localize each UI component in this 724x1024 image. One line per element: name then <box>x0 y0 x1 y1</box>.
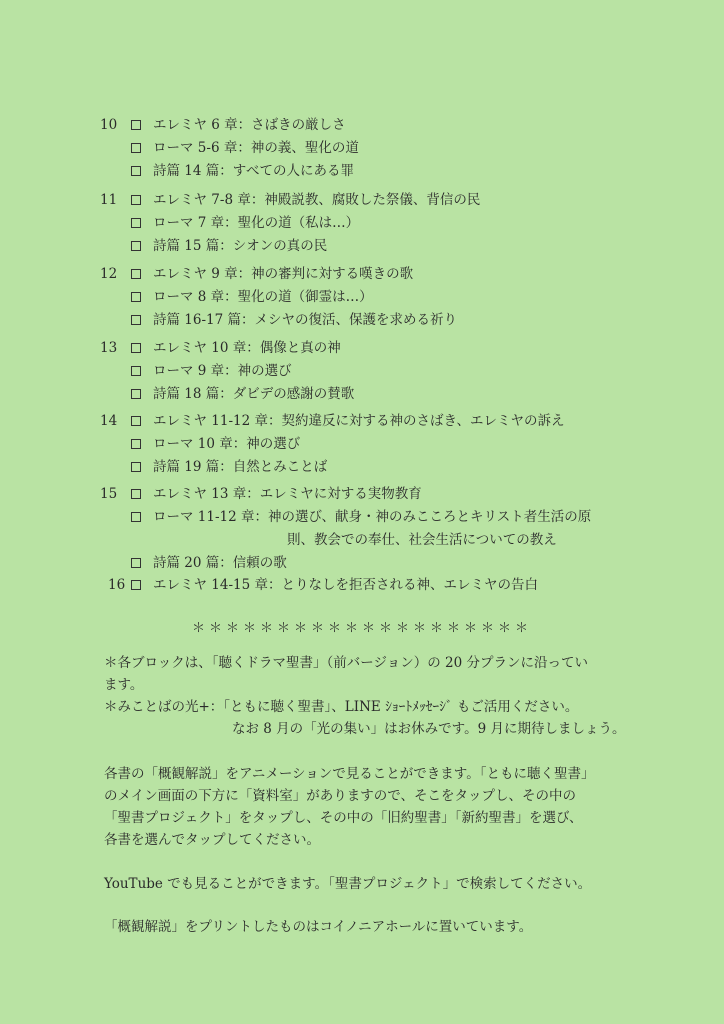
checkbox-icon[interactable] <box>131 292 141 302</box>
checkbox-icon[interactable] <box>131 143 141 153</box>
paragraph-line: のメイン画面の下方に「資料室」がありますので、そこをタップし、その中の <box>104 788 576 804</box>
checkbox-icon[interactable] <box>131 241 141 251</box>
paragraph-line: 各書を選んでタップしてください。 <box>104 832 320 848</box>
youtube-paragraph: YouTube でも見ることができます。「聖書プロジェクト」で検索してください。 <box>104 876 592 892</box>
reading-label: エレミヤ 14-15 章：とりなしを拒否される神、エレミヤの告白 <box>153 577 538 593</box>
checkbox-icon[interactable] <box>131 512 141 522</box>
reading-label: 詩篇 15 篇：シオンの真の民 <box>153 238 328 254</box>
reading-label: ローマ 7 章：聖化の道（私は…） <box>153 215 360 231</box>
reading-row <box>0 160 724 183</box>
checkbox-icon[interactable] <box>131 315 141 325</box>
checkbox-icon[interactable] <box>131 462 141 472</box>
reading-row-continuation <box>0 529 724 552</box>
checkbox-icon[interactable] <box>131 439 141 449</box>
checkbox-icon[interactable] <box>131 218 141 228</box>
day-14 <box>0 410 724 479</box>
reading-row <box>0 360 724 383</box>
reading-row <box>0 189 724 212</box>
reading-row <box>0 212 724 235</box>
reading-row <box>0 433 724 456</box>
reading-label: 詩篇 14 篇：すべての人にある罪 <box>153 163 354 179</box>
day-number: 11 <box>100 192 118 208</box>
day-number: 15 <box>100 486 118 502</box>
reading-label-continuation: 則、教会での奉仕、社会生活についての教え <box>287 532 557 548</box>
note-line: ＊各ブロックは、「聴くドラマ聖書」（前バージョン）の 20 分プランに沿ってい <box>104 655 588 671</box>
checkbox-icon[interactable] <box>131 389 141 399</box>
day-number: 16 <box>108 577 126 593</box>
reading-row <box>0 574 724 597</box>
day-10 <box>0 114 724 183</box>
reading-label: ローマ 8 章：聖化の道（御霊は…） <box>153 289 373 305</box>
note-line: ます。 <box>104 677 144 693</box>
reading-label: ローマ 9 章：神の選び <box>153 363 292 379</box>
note-line: ＊みことばの光+：「ともに聴く聖書」、LINE ｼｮｰﾄﾒｯｾｰｼﾞ もご活用ください。 <box>104 699 579 715</box>
reading-row <box>0 337 724 360</box>
checkbox-icon[interactable] <box>131 489 141 499</box>
checkbox-icon[interactable] <box>131 269 141 279</box>
print-paragraph: 「概観解説」をプリントしたものはコイノニアホールに置いています。 <box>104 919 533 935</box>
paragraph-line: 「聖書プロジェクト」をタップし、その中の「旧約聖書」「新約聖書」を選び、 <box>104 810 583 826</box>
reading-label: ローマ 10 章：神の選び <box>153 436 301 452</box>
reading-label: エレミヤ 6 章：さばきの厳しさ <box>153 117 346 133</box>
checkbox-icon[interactable] <box>131 558 141 568</box>
checkbox-icon[interactable] <box>131 166 141 176</box>
reading-label: エレミヤ 9 章：神の審判に対する嘆きの歌 <box>153 266 414 282</box>
day-12 <box>0 263 724 332</box>
reading-label: 詩篇 18 篇：ダビデの感謝の賛歌 <box>153 386 355 402</box>
day-16 <box>0 574 724 597</box>
reading-label: エレミヤ 11-12 章：契約違反に対する神のさばき、エレミヤの訴え <box>153 413 565 429</box>
day-number: 12 <box>100 266 118 282</box>
reading-row <box>0 263 724 286</box>
checkbox-icon[interactable] <box>131 416 141 426</box>
reading-label: エレミヤ 13 章：エレミヤに対する実物教育 <box>153 486 422 502</box>
reading-row <box>0 114 724 137</box>
reading-row <box>0 506 724 529</box>
day-15 <box>0 483 724 575</box>
reading-label: 詩篇 20 篇：信頼の歌 <box>153 555 287 571</box>
checkbox-icon[interactable] <box>131 343 141 353</box>
reading-label: 詩篇 19 篇：自然とみことば <box>153 459 328 475</box>
reading-label: エレミヤ 10 章：偶像と真の神 <box>153 340 341 356</box>
day-11 <box>0 189 724 258</box>
day-number: 14 <box>100 413 118 429</box>
reading-row <box>0 137 724 160</box>
checkbox-icon[interactable] <box>131 366 141 376</box>
day-number: 13 <box>100 340 118 356</box>
separator: ＊＊＊＊＊＊＊＊＊＊＊＊＊＊＊＊＊＊＊＊ <box>191 621 532 636</box>
checkbox-icon[interactable] <box>131 580 141 590</box>
reading-row <box>0 309 724 332</box>
reading-label: エレミヤ 7-8 章：神殿説教、腐敗した祭儀、背信の民 <box>153 192 481 208</box>
paragraph-line: 各書の「概観解説」をアニメーションで見ることができます。「ともに聴く聖書」 <box>104 766 595 782</box>
reading-row <box>0 383 724 406</box>
checkbox-icon[interactable] <box>131 195 141 205</box>
reading-row <box>0 456 724 479</box>
reading-row <box>0 235 724 258</box>
reading-label: ローマ 11-12 章：神の選び、献身・神のみこころとキリスト者生活の原 <box>153 509 592 525</box>
reading-row <box>0 552 724 575</box>
day-13 <box>0 337 724 406</box>
day-number: 10 <box>100 117 118 133</box>
note-line: なお 8 月の「光の集い」はお休みです。9 月に期待しましょう。 <box>232 721 626 737</box>
reading-row <box>0 286 724 309</box>
reading-row <box>0 483 724 506</box>
reading-label: 詩篇 16-17 篇：メシヤの復活、保護を求める祈り <box>153 312 457 328</box>
reading-label: ローマ 5-6 章：神の義、聖化の道 <box>153 140 359 156</box>
reading-row <box>0 410 724 433</box>
checkbox-icon[interactable] <box>131 120 141 130</box>
